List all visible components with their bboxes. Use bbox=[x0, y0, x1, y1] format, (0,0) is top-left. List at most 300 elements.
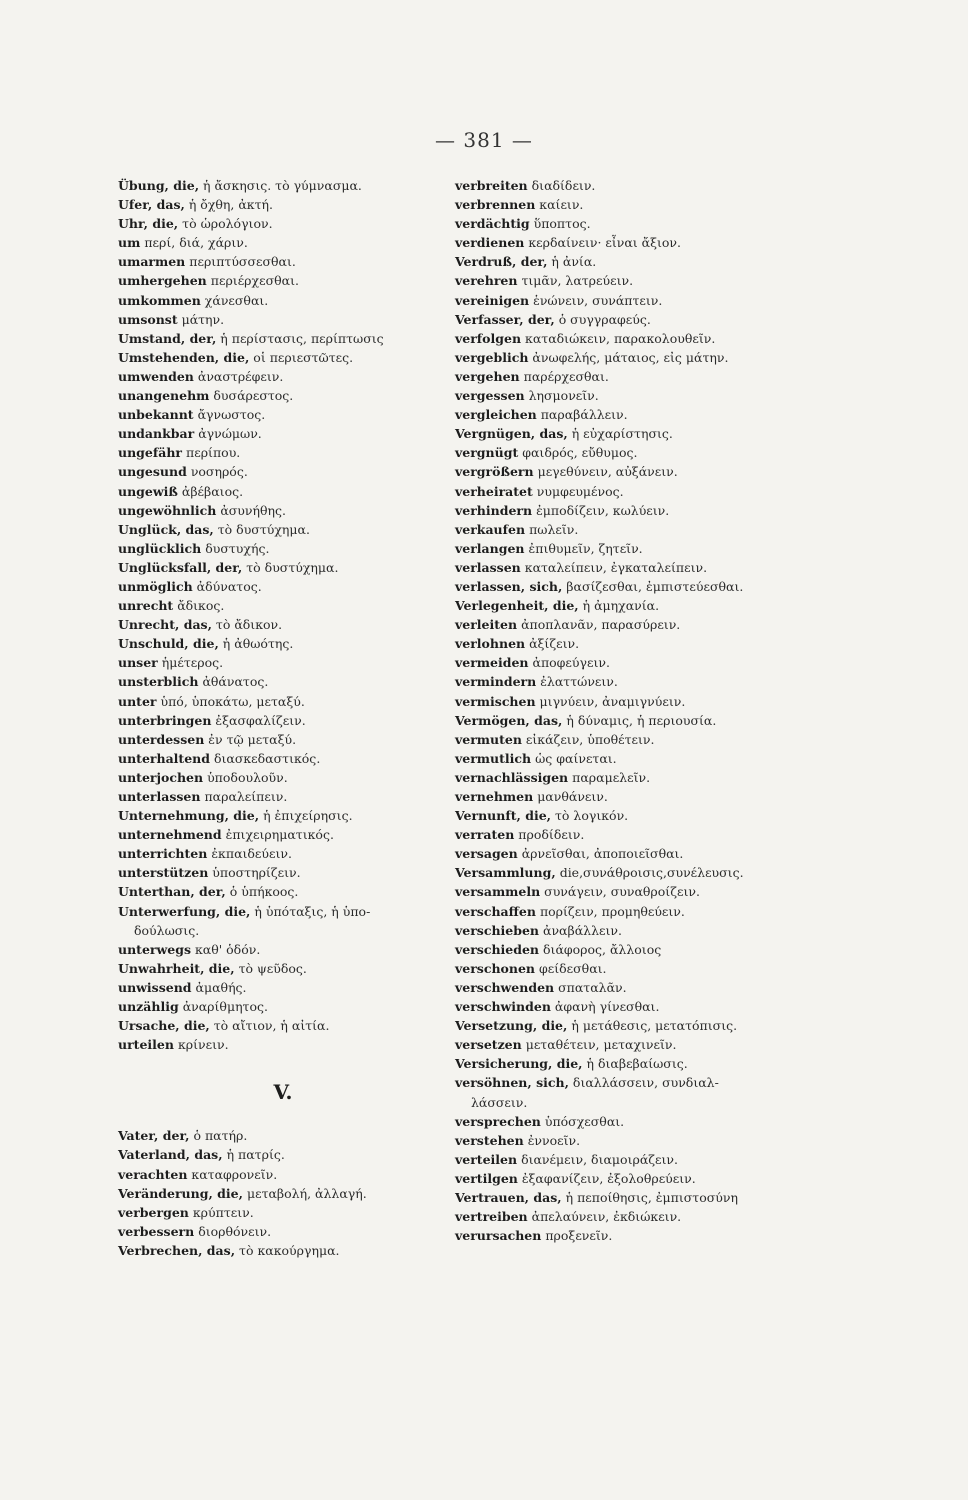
entry-headword: unser bbox=[118, 655, 158, 671]
entry-gloss: κρίνειν. bbox=[177, 1037, 229, 1053]
entry-headword: ungewiß bbox=[118, 483, 178, 499]
dictionary-entry bbox=[455, 1093, 805, 1112]
entry-headword: unter bbox=[118, 693, 157, 709]
dictionary-entry bbox=[455, 329, 805, 348]
dictionary-entry bbox=[455, 749, 805, 768]
entry-headword: verlassen, sich, bbox=[455, 578, 563, 594]
dictionary-entry bbox=[455, 692, 805, 711]
entry-headword: Unterwerfung, die, bbox=[118, 903, 251, 919]
entry-gloss: ἡ δύναμις, ἡ περιουσία. bbox=[566, 712, 717, 728]
entry-headword: versammeln bbox=[455, 884, 541, 900]
entry-gloss: κερδαίνειν· εἶναι ἄξιον. bbox=[528, 235, 682, 251]
dictionary-entry bbox=[118, 520, 448, 539]
dictionary-entry bbox=[455, 653, 805, 672]
dictionary-entry bbox=[118, 1035, 448, 1054]
entry-headword: Vater, der, bbox=[118, 1128, 190, 1144]
entry-gloss: ἐννοεῖν. bbox=[527, 1132, 581, 1148]
entry-headword: ungefähr bbox=[118, 445, 183, 461]
dictionary-entry bbox=[118, 195, 448, 214]
entry-gloss: ἡ ἐπιχείρησις. bbox=[263, 808, 353, 824]
entry-headword: Ufer, das, bbox=[118, 197, 185, 213]
dictionary-entry bbox=[455, 1150, 805, 1169]
entry-headword: verbessern bbox=[118, 1223, 195, 1239]
entry-headword: umhergehen bbox=[118, 273, 207, 289]
dictionary-entry bbox=[118, 997, 448, 1016]
entry-headword: unrecht bbox=[118, 598, 174, 614]
dictionary-entry bbox=[455, 825, 805, 844]
dictionary-entry bbox=[118, 844, 448, 863]
dictionary-entry bbox=[118, 1165, 448, 1184]
entry-gloss: δυσάρεστος. bbox=[213, 388, 294, 404]
entry-headword: Ursache, die, bbox=[118, 1018, 210, 1034]
entry-headword: ungesund bbox=[118, 464, 187, 480]
entry-headword: Veränderung, die, bbox=[118, 1185, 243, 1201]
entry-gloss: ἀθάνατος. bbox=[202, 674, 269, 690]
entry-headword: verhindern bbox=[455, 502, 533, 518]
entry-headword: vergehen bbox=[455, 368, 520, 384]
entry-headword: unsterblich bbox=[118, 674, 199, 690]
entry-headword: Unschuld, die, bbox=[118, 636, 219, 652]
dictionary-entry bbox=[455, 291, 805, 310]
dictionary-entry bbox=[455, 558, 805, 577]
entry-gloss: ἀγνώμων. bbox=[198, 426, 262, 442]
dictionary-entry bbox=[455, 539, 805, 558]
entry-headword: verbergen bbox=[118, 1204, 189, 1220]
entry-gloss: διορθόνειν. bbox=[198, 1223, 272, 1239]
dictionary-entry bbox=[455, 863, 805, 882]
entry-gloss: δούλωσις. bbox=[134, 922, 200, 938]
entry-gloss: τιμᾶν, λατρεύειν. bbox=[521, 273, 634, 289]
dictionary-entry bbox=[118, 214, 448, 233]
entry-gloss: καταλείπειν, ἐγκαταλείπειν. bbox=[524, 559, 708, 575]
entry-gloss: καθ' ὁδόν. bbox=[194, 941, 261, 957]
entry-gloss: προδίδειν. bbox=[518, 827, 585, 843]
entry-gloss: ὕποπτος. bbox=[533, 216, 591, 232]
entry-headword: verbreiten bbox=[455, 178, 528, 193]
entry-gloss: ὁ συγγραφεύς. bbox=[558, 311, 651, 327]
dictionary-entry bbox=[118, 386, 448, 405]
entry-gloss: νοσηρός. bbox=[190, 464, 248, 480]
entry-gloss: τὸ ψεῦδος. bbox=[238, 960, 307, 976]
entry-gloss: ἑνώνειν, συνάπτειν. bbox=[533, 292, 663, 308]
dictionary-entry bbox=[118, 749, 448, 768]
entry-gloss: μάτην. bbox=[181, 311, 225, 327]
dictionary-entry bbox=[118, 806, 448, 825]
entry-gloss: τὸ κακούργημα. bbox=[239, 1242, 340, 1258]
entry-headword: Verbrechen, das, bbox=[118, 1242, 236, 1258]
section-letter: V. bbox=[273, 1080, 293, 1105]
entry-headword: umsonst bbox=[118, 311, 178, 327]
entry-headword: unwissend bbox=[118, 979, 192, 995]
entry-gloss: ἀβέβαιος. bbox=[181, 483, 244, 499]
entry-headword: vergrößern bbox=[455, 464, 534, 480]
entry-headword: verdienen bbox=[455, 235, 525, 251]
entry-headword: unbekannt bbox=[118, 407, 194, 423]
dictionary-entry bbox=[455, 921, 805, 940]
entry-headword: verschaffen bbox=[455, 903, 536, 919]
entry-gloss: ἡ εὐχαρίστησις. bbox=[571, 426, 673, 442]
entry-headword: unangenehm bbox=[118, 388, 210, 404]
dictionary-entry bbox=[455, 233, 805, 252]
entry-headword: Versetzung, die, bbox=[455, 1018, 568, 1034]
entry-headword: Versicherung, die, bbox=[455, 1056, 583, 1072]
entry-headword: versöhnen, sich, bbox=[455, 1075, 569, 1091]
dictionary-entry bbox=[118, 310, 448, 329]
dictionary-entry bbox=[118, 902, 448, 921]
entry-headword: verkaufen bbox=[455, 521, 526, 537]
dictionary-entry bbox=[118, 940, 448, 959]
dictionary-entry bbox=[455, 443, 805, 462]
dictionary-entry bbox=[455, 978, 805, 997]
entry-gloss: ὁ ὑπήκοος. bbox=[229, 884, 299, 900]
entry-headword: Unwahrheit, die, bbox=[118, 960, 235, 976]
entry-headword: vermuten bbox=[455, 731, 522, 747]
dictionary-entry bbox=[118, 1126, 448, 1145]
entry-gloss: διανέμειν, διαμοιράζειν. bbox=[521, 1151, 678, 1167]
entry-headword: um bbox=[118, 235, 141, 251]
entry-headword: verteilen bbox=[455, 1151, 518, 1167]
entry-gloss: καταδιώκειν, παρακολουθεῖν. bbox=[525, 330, 716, 346]
entry-headword: vermutlich bbox=[455, 750, 532, 766]
dictionary-entry bbox=[455, 310, 805, 329]
dictionary-entry bbox=[455, 634, 805, 653]
entry-gloss: ὑποστηρίζειν. bbox=[212, 865, 301, 881]
entry-headword: verlassen bbox=[455, 559, 521, 575]
dictionary-entry bbox=[455, 940, 805, 959]
entry-headword: unterjochen bbox=[118, 769, 204, 785]
dictionary-entry bbox=[118, 1222, 448, 1241]
entry-gloss: ἡ περίστασις, περίπτωσις bbox=[220, 330, 384, 346]
entry-gloss: ἡ ἀθωότης. bbox=[222, 636, 294, 652]
entry-headword: umkommen bbox=[118, 292, 201, 308]
entry-headword: unterhaltend bbox=[118, 750, 210, 766]
entry-gloss: ἀνωφελής, μάταιος, εἰς μάτην. bbox=[532, 349, 729, 365]
entry-gloss: ἀρνεῖσθαι, ἀποποιεῖσθαι. bbox=[521, 846, 684, 862]
entry-gloss: ἡ πεποίθησις, ἐμπιστοσύνη bbox=[565, 1189, 738, 1205]
entry-headword: verheiratet bbox=[455, 483, 533, 499]
entry-gloss: τὸ ὡρολόγιον. bbox=[182, 216, 273, 232]
dictionary-entry bbox=[118, 615, 448, 634]
entry-headword: Uhr, die, bbox=[118, 216, 179, 232]
entry-headword: verraten bbox=[455, 827, 515, 843]
dictionary-entry bbox=[455, 462, 805, 481]
entry-headword: umwenden bbox=[118, 368, 194, 384]
entry-gloss: ἀποφεύγειν. bbox=[532, 655, 610, 671]
entry-gloss: ἀσυνήθης. bbox=[220, 502, 286, 518]
dictionary-entry bbox=[118, 443, 448, 462]
dictionary-entry bbox=[118, 252, 448, 271]
entry-gloss: ἀμαθής. bbox=[195, 979, 247, 995]
dictionary-entry bbox=[118, 959, 448, 978]
entry-headword: vergeblich bbox=[455, 349, 529, 365]
dictionary-entry bbox=[455, 176, 805, 195]
dictionary-entry bbox=[455, 711, 805, 730]
entry-gloss: ἡ ἄσκησις. τὸ γύμνασμα. bbox=[203, 178, 362, 193]
entry-headword: vergessen bbox=[455, 388, 525, 404]
entry-gloss: τὸ δυστύχημα. bbox=[246, 559, 339, 575]
entry-headword: Vaterland, das, bbox=[118, 1147, 223, 1163]
entry-headword: vertilgen bbox=[455, 1170, 518, 1186]
dictionary-entry bbox=[455, 959, 805, 978]
entry-gloss: ἀφανὴ γίνεσθαι. bbox=[554, 999, 660, 1015]
dictionary-entry bbox=[455, 596, 805, 615]
dictionary-entry bbox=[118, 787, 448, 806]
dictionary-entry bbox=[455, 730, 805, 749]
entry-gloss: ἐξασφαλίζειν. bbox=[215, 712, 306, 728]
entry-gloss: διαλλάσσειν, συνδιαλ- bbox=[572, 1075, 719, 1091]
entry-headword: unterstützen bbox=[118, 865, 209, 881]
dictionary-entry bbox=[118, 882, 448, 901]
entry-headword: unterrichten bbox=[118, 846, 208, 862]
entry-gloss: τὸ λογικόν. bbox=[555, 808, 629, 824]
dictionary-entry bbox=[455, 806, 805, 825]
dictionary-entry bbox=[455, 844, 805, 863]
dictionary-entry bbox=[455, 482, 805, 501]
dictionary-entry bbox=[118, 176, 448, 195]
entry-gloss: διαδίδειν. bbox=[531, 178, 596, 193]
dictionary-entry bbox=[118, 692, 448, 711]
entry-gloss: φείδεσθαι. bbox=[539, 960, 607, 976]
entry-gloss: τὸ ἄδικον. bbox=[215, 617, 283, 633]
entry-gloss: σπαταλᾶν. bbox=[558, 979, 627, 995]
entry-headword: Vermögen, das, bbox=[455, 712, 563, 728]
entry-headword: verachten bbox=[118, 1166, 188, 1182]
entry-gloss: ἐκπαιδεύειν. bbox=[211, 846, 292, 862]
entry-gloss: προξενεῖν. bbox=[545, 1228, 613, 1244]
entry-headword: Vernunft, die, bbox=[455, 808, 552, 824]
entry-headword: verdächtig bbox=[455, 216, 530, 232]
entry-headword: ungewöhnlich bbox=[118, 502, 217, 518]
dictionary-entry bbox=[455, 997, 805, 1016]
entry-headword: vergleichen bbox=[455, 407, 537, 423]
entry-gloss: ὁ πατήρ. bbox=[193, 1128, 248, 1144]
entry-headword: verschieben bbox=[455, 922, 540, 938]
right-column bbox=[455, 176, 805, 1245]
dictionary-entry bbox=[118, 921, 448, 940]
entry-gloss: ὡς φαίνεται. bbox=[535, 750, 617, 766]
entry-gloss: ἐν τῷ μεταξύ. bbox=[208, 731, 297, 747]
dictionary-entry bbox=[118, 405, 448, 424]
entry-headword: vernehmen bbox=[455, 789, 534, 804]
entry-gloss: ἀναστρέφειν. bbox=[197, 368, 284, 384]
entry-headword: verschwenden bbox=[455, 979, 555, 995]
dictionary-entry bbox=[118, 271, 448, 290]
entry-gloss: περιπτύσσεσθαι. bbox=[189, 254, 296, 270]
entry-headword: Verdruß, der, bbox=[455, 254, 548, 270]
entry-gloss: ἐπιθυμεῖν, ζητεῖν. bbox=[528, 540, 643, 556]
entry-gloss: ἡ ὑπόταξις, ἡ ὑπο- bbox=[254, 903, 371, 919]
entry-headword: Verlegenheit, die, bbox=[455, 598, 579, 614]
entry-gloss: περιέρχεσθαι. bbox=[210, 273, 299, 289]
dictionary-entry bbox=[118, 730, 448, 749]
left-column bbox=[118, 176, 448, 1260]
dictionary-entry bbox=[118, 367, 448, 386]
entry-gloss: ἡ πατρίς. bbox=[226, 1147, 285, 1163]
dictionary-entry bbox=[455, 1226, 805, 1245]
entry-gloss: συνάγειν, συναθροίζειν. bbox=[544, 884, 700, 900]
entry-headword: Unterthan, der, bbox=[118, 884, 226, 900]
entry-gloss: ἀξίζειν. bbox=[529, 636, 580, 652]
entry-gloss: περίπου. bbox=[186, 445, 241, 461]
dictionary-entry bbox=[455, 1054, 805, 1073]
dictionary-entry bbox=[455, 367, 805, 386]
entry-headword: unglücklich bbox=[118, 540, 202, 556]
dictionary-entry bbox=[455, 386, 805, 405]
entry-headword: verfolgen bbox=[455, 330, 522, 346]
entry-headword: versprechen bbox=[455, 1113, 541, 1129]
entry-gloss: ἐμποδίζειν, κωλύειν. bbox=[536, 502, 670, 518]
entry-headword: versagen bbox=[455, 846, 518, 862]
dictionary-entry bbox=[455, 787, 805, 806]
entry-gloss: ἡ ἀνία. bbox=[551, 254, 597, 270]
dictionary-entry bbox=[455, 214, 805, 233]
entry-gloss: ὑπόσχεσθαι. bbox=[544, 1113, 625, 1129]
dictionary-entry bbox=[118, 768, 448, 787]
entry-gloss: οἱ περιεστῶτες. bbox=[253, 349, 354, 365]
entry-headword: Umstand, der, bbox=[118, 330, 217, 346]
entry-headword: verlangen bbox=[455, 540, 525, 556]
dictionary-entry bbox=[118, 558, 448, 577]
dictionary-entry bbox=[118, 577, 448, 596]
entry-headword: verschieden bbox=[455, 941, 540, 957]
dictionary-entry bbox=[118, 1016, 448, 1035]
dictionary-entry bbox=[455, 1035, 805, 1054]
dictionary-entry bbox=[455, 405, 805, 424]
dictionary-entry bbox=[118, 233, 448, 252]
entry-gloss: ἡ μετάθεσις, μετατόπισις. bbox=[571, 1018, 738, 1034]
entry-headword: unmöglich bbox=[118, 578, 193, 594]
entry-gloss: καταφρονεῖν. bbox=[191, 1166, 278, 1182]
entry-gloss: παραμελεῖν. bbox=[572, 769, 651, 785]
entry-headword: verstehen bbox=[455, 1132, 524, 1148]
entry-gloss: τὸ δυστύχημα. bbox=[217, 521, 310, 537]
entry-headword: verursachen bbox=[455, 1228, 542, 1244]
entry-gloss: ἐξαφανίζειν, ἐξολοθρεύειν. bbox=[521, 1170, 696, 1186]
entry-headword: unterlassen bbox=[118, 789, 201, 804]
entry-gloss: ὑποδουλοῦν. bbox=[207, 769, 288, 785]
dictionary-entry bbox=[118, 348, 448, 367]
entry-headword: Versammlung, bbox=[455, 865, 556, 881]
entry-headword: Vertrauen, das, bbox=[455, 1189, 562, 1205]
entry-gloss: νυμφευμένος. bbox=[536, 483, 624, 499]
dictionary-entry bbox=[455, 1073, 805, 1092]
entry-headword: verschwinden bbox=[455, 999, 551, 1015]
entry-headword: unternehmend bbox=[118, 827, 222, 843]
dictionary-entry bbox=[118, 462, 448, 481]
dictionary-entry bbox=[118, 501, 448, 520]
entry-headword: vertreiben bbox=[455, 1209, 528, 1225]
entry-headword: verlohnen bbox=[455, 636, 526, 652]
entry-gloss: πωλεῖν. bbox=[529, 521, 579, 537]
entry-gloss: ἐλαττώνειν. bbox=[540, 674, 618, 690]
entry-gloss: χάνεσθαι. bbox=[204, 292, 269, 308]
entry-gloss: ἡ διαβεβαίωσις. bbox=[586, 1056, 688, 1072]
entry-gloss: μεταθέτειν, μεταχινεῖν. bbox=[525, 1037, 677, 1053]
entry-gloss: λησμονεῖν. bbox=[528, 388, 599, 404]
dictionary-entry bbox=[455, 577, 805, 596]
dictionary-entry bbox=[455, 1169, 805, 1188]
dictionary-entry bbox=[118, 329, 448, 348]
dictionary-entry bbox=[455, 501, 805, 520]
entry-gloss: ἀποπλανᾶν, παρασύρειν. bbox=[521, 617, 681, 633]
dictionary-entry bbox=[118, 653, 448, 672]
entry-headword: Unglück, das, bbox=[118, 521, 214, 537]
dictionary-entry bbox=[118, 978, 448, 997]
dictionary-entry bbox=[118, 1241, 448, 1260]
dictionary-entry bbox=[118, 1184, 448, 1203]
entry-gloss: περί, διά, χάριν. bbox=[144, 235, 248, 251]
entry-gloss: ἡ ὄχθη, ἀκτή. bbox=[188, 197, 273, 213]
entry-gloss: λάσσειν. bbox=[471, 1094, 528, 1110]
dictionary-entry bbox=[118, 596, 448, 615]
entry-headword: vereinigen bbox=[455, 292, 530, 308]
entry-headword: urteilen bbox=[118, 1037, 174, 1053]
dictionary-entry bbox=[455, 271, 805, 290]
dictionary-entry bbox=[455, 424, 805, 443]
dictionary-entry bbox=[118, 1145, 448, 1164]
dictionary-entry bbox=[455, 1207, 805, 1226]
entry-gloss: ἄδικος. bbox=[177, 598, 225, 614]
dictionary-entry bbox=[118, 1203, 448, 1222]
entry-gloss: εἰκάζειν, ὑποθέτειν. bbox=[525, 731, 655, 747]
entry-gloss: ἄγνωστος. bbox=[197, 407, 266, 423]
entry-headword: unterwegs bbox=[118, 941, 191, 957]
entry-gloss: διασκεδαστικός. bbox=[213, 750, 321, 766]
entry-gloss: ἀναβάλλειν. bbox=[543, 922, 622, 938]
dictionary-entry bbox=[118, 291, 448, 310]
dictionary-entry bbox=[118, 424, 448, 443]
dictionary-entry bbox=[455, 1112, 805, 1131]
entry-headword: unterbringen bbox=[118, 712, 212, 728]
entry-headword: Unrecht, das, bbox=[118, 617, 212, 633]
entry-gloss: μιγνύειν, ἀναμιγνύειν. bbox=[539, 693, 686, 709]
entry-gloss: δυστυχής. bbox=[205, 540, 270, 556]
entry-gloss: βασίζεσθαι, ἐμπιστεύεσθαι. bbox=[566, 578, 744, 594]
dictionary-entry bbox=[455, 252, 805, 271]
dictionary-entry bbox=[118, 482, 448, 501]
page-number: — 381 — bbox=[435, 128, 533, 152]
entry-gloss: κρύπτειν. bbox=[192, 1204, 254, 1220]
dictionary-entry bbox=[118, 863, 448, 882]
dictionary-entry bbox=[455, 1188, 805, 1207]
entry-gloss: τὸ αἴτιον, ἡ αἰτία. bbox=[213, 1018, 330, 1034]
entry-gloss: ἀπελαύνειν, ἐκδιώκειν. bbox=[531, 1209, 682, 1225]
entry-headword: Unglücksfall, der, bbox=[118, 559, 243, 575]
entry-headword: versetzen bbox=[455, 1037, 522, 1053]
entry-gloss: πορίζειν, προμηθεύειν. bbox=[539, 903, 685, 919]
entry-headword: vermischen bbox=[455, 693, 536, 709]
entry-headword: Unternehmung, die, bbox=[118, 808, 260, 824]
dictionary-entry bbox=[455, 520, 805, 539]
entry-headword: unzählig bbox=[118, 999, 179, 1015]
entry-gloss: ὑπό, ὑποκάτω, μεταξύ. bbox=[160, 693, 305, 709]
dictionary-entry bbox=[455, 1131, 805, 1150]
dictionary-entry bbox=[118, 711, 448, 730]
entry-gloss: die,συνάθροισις,συνέλευσις. bbox=[559, 865, 744, 881]
entry-headword: Übung, die, bbox=[118, 178, 200, 193]
entry-headword: vernachlässigen bbox=[455, 769, 569, 785]
dictionary-entry bbox=[455, 672, 805, 691]
dictionary-entry bbox=[118, 825, 448, 844]
dictionary-entry bbox=[118, 634, 448, 653]
entry-gloss: ἐπιχειρηματικός. bbox=[225, 827, 334, 843]
dictionary-entry bbox=[455, 882, 805, 901]
entry-headword: verbrennen bbox=[455, 197, 536, 213]
dictionary-entry bbox=[455, 1016, 805, 1035]
entry-gloss: παρέρχεσθαι. bbox=[523, 368, 609, 384]
entry-gloss: ἡμέτερος. bbox=[161, 655, 224, 671]
entry-gloss: μεγεθύνειν, αὐξάνειν. bbox=[537, 464, 678, 480]
